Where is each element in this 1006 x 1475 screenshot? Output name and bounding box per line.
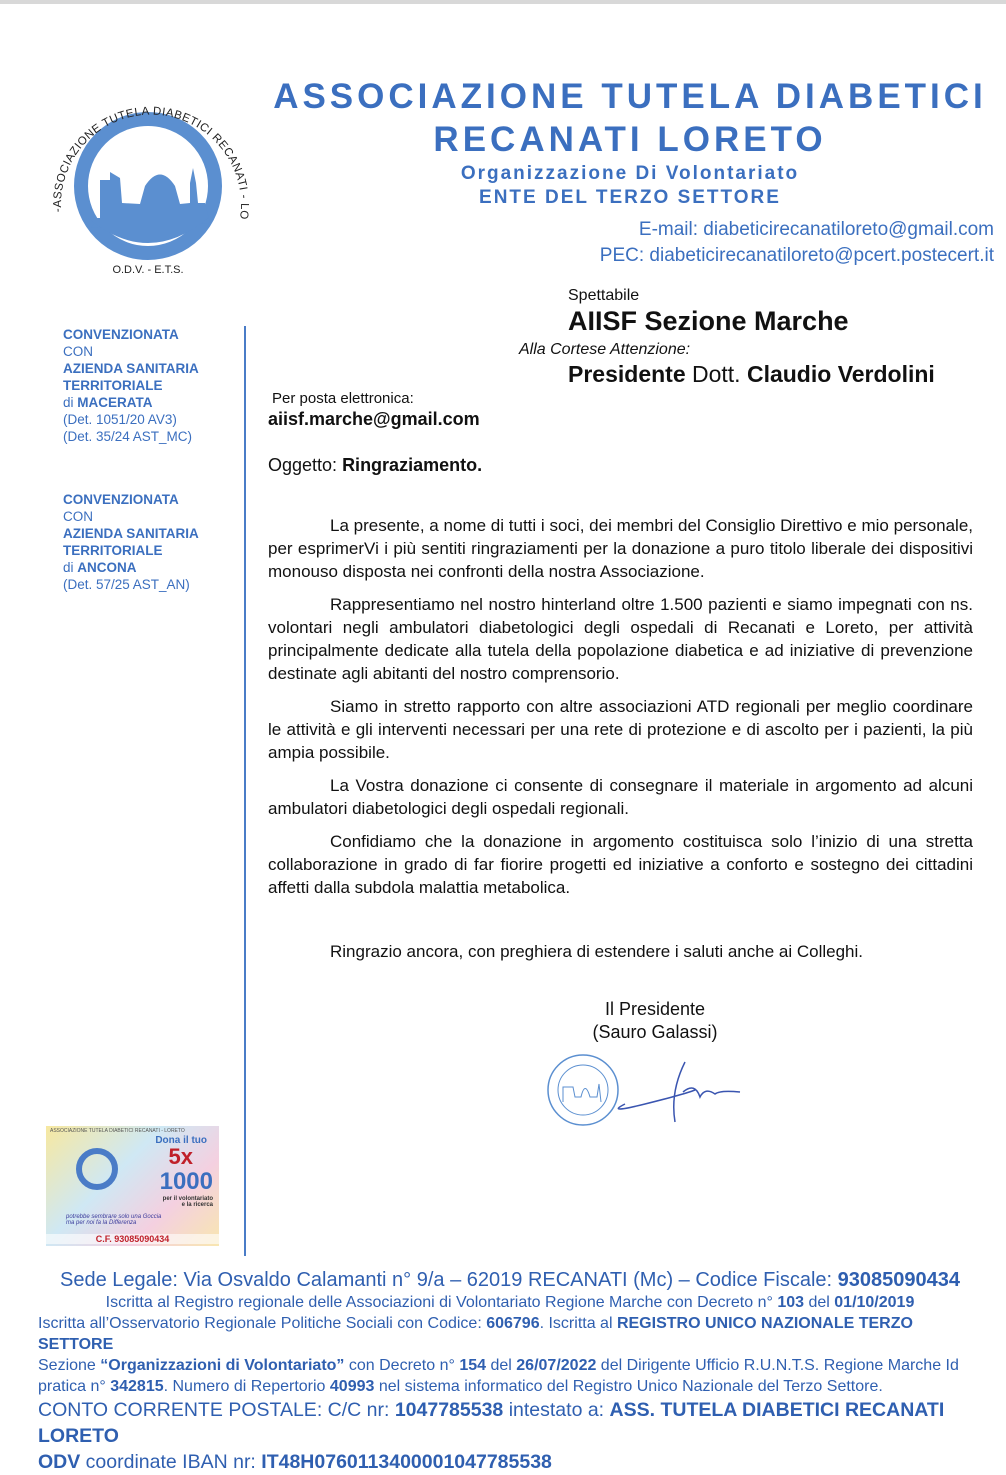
sidebar-divider <box>244 326 246 1256</box>
subject-line: Oggetto: Ringraziamento. <box>268 455 483 475</box>
org-sector: ENTE DEL TERZO SETTORE <box>479 187 781 208</box>
donation-banner: ASSOCIAZIONE TUTELA DIABETICI RECANATI - LORETO Dona il tuo 5x 1000 per il volontariato e la ricerca potrebbe sembrare solo una Goccia ma per noi fa la Differenza C.F. 93085090434 <box>46 1126 219 1246</box>
sidebar-convention-macerata: CONVENZIONATA CON AZIENDA SANITARIA TERRITORIALE di MACERATA (Det. 1051/20 AV3) (Det. 35/24 AST_MC) <box>63 327 199 444</box>
paragraph: Confidiamo che la donazione in argomento costituisca solo l’inizio di una stretta collaborazione in grado di far fiorire progetti ed iniziative a conforto e sostegno dei cittadini affetti dalla subdola malattia metabolica. <box>268 832 973 897</box>
letter-body <box>268 514 973 909</box>
recipient-email[interactable]: aiisf.marche@gmail.com <box>268 409 480 429</box>
paragraph: La Vostra donazione ci consente di consegnare il materiale in argomento ad alcuni ambulatori diabetologici degli ospedali regionali. <box>268 776 973 818</box>
paragraph: La presente, a nome di tutti i soci, dei membri del Consiglio Direttivo e mio personale, per esprimerVi i più sentiti ringraziamenti per la donazione a puro titolo liberale dei dispositivi monouso disposta nei confronti della nostra Associazione. <box>268 516 973 581</box>
delivery-method: Per posta elettronica: <box>272 390 414 407</box>
recipient-salutation: Spettabile <box>568 287 640 304</box>
recipient-attention: Alla Cortese Attenzione: <box>519 341 691 358</box>
recipient-name: AIISF Sezione Marche <box>568 306 849 336</box>
footer: Sede Legale: Via Osvaldo Calamanti n° 9/a – 62019 RECANATI (Mc) – Codice Fiscale: 93085090434 Iscritta al Registro regionale delle Associazioni di Volontariato Regione Marche con Decreto n° 103 del 01/10/2019 Iscritta all’Osservatorio Regionale Politiche Sociali con Codice: 606796. Iscritta al REGISTRO UNICO NAZIONALE TERZO SETTORE Sezione “Organizzazioni di Volontariato” con Decreto n° 154 del 26/07/2022 del Dirigente Ufficio R.U.N.T.S. Regione Marche Id pratica n° 342815. Numero di Repertorio 40993 nel sistema informatico del Registro Unico Nazionale del Terzo Settore. CONTO CORRENTE POSTALE: C/C nr: 1047785538 intestato a: ASS. TUTELA DIABETICI RECANATI LORETO ODV coordinate IBAN nr: IT48H0760113400001047785538 <box>38 1269 960 1473</box>
email-link[interactable]: E-mail: diabeticirecanatiloreto@gmail.com <box>638 219 994 240</box>
svg-text:-ASSOCIAZIONE TUTELA DIABETICI: -ASSOCIAZIONE TUTELA DIABETICI RECANATI - LO <box>51 105 251 221</box>
svg-text:O.D.V. - E.T.S.: O.D.V. - E.T.S. <box>112 264 184 276</box>
paragraph: Rappresentiamo nel nostro hinterland oltre 1.500 pazienti e siamo impegnati con ns. volontari negli ambulatori diabetologici degli ospedali di Recanati e Loreto, per attività principalmente dedicate alla tutela della popolazione diabetica e ad iniziative di prevenzione destinate agli abitanti del nostro comprensorio. <box>268 595 973 683</box>
signature-name: (Sauro Galassi) <box>592 1022 718 1042</box>
signature-role: Il Presidente <box>604 999 706 1019</box>
pec-link[interactable]: PEC: diabeticirecanatiloreto@pcert.postecert.it <box>599 245 994 266</box>
sidebar-convention-ancona: CONVENZIONATA CON AZIENDA SANITARIA TERRITORIALE di ANCONA (Det. 57/25 AST_AN) <box>63 492 199 592</box>
top-border <box>0 0 1006 4</box>
association-logo <box>40 68 255 283</box>
paragraph: Siamo in stretto rapporto con altre associazioni ATD regionali per meglio coordinare le attività e gli interventi necessari per una rete di protezione e di ascolto per i pazienti, la più ampia possibile. <box>268 697 973 762</box>
org-title-line1: ASSOCIAZIONE TUTELA DIABETICI <box>273 77 987 116</box>
recipient-person: Presidente Dott. Claudio Verdolini <box>568 361 935 387</box>
closing-line: Ringrazio ancora, con preghiera di estendere i saluti anche ai Colleghi. <box>330 942 863 961</box>
stamp-and-signature <box>545 1052 745 1132</box>
signature-block <box>560 998 750 1044</box>
org-subtitle: Organizzazione Di Volontariato <box>460 163 800 184</box>
org-title-line2: RECANATI LORETO <box>433 120 827 159</box>
banner-logo-icon <box>76 1148 118 1190</box>
